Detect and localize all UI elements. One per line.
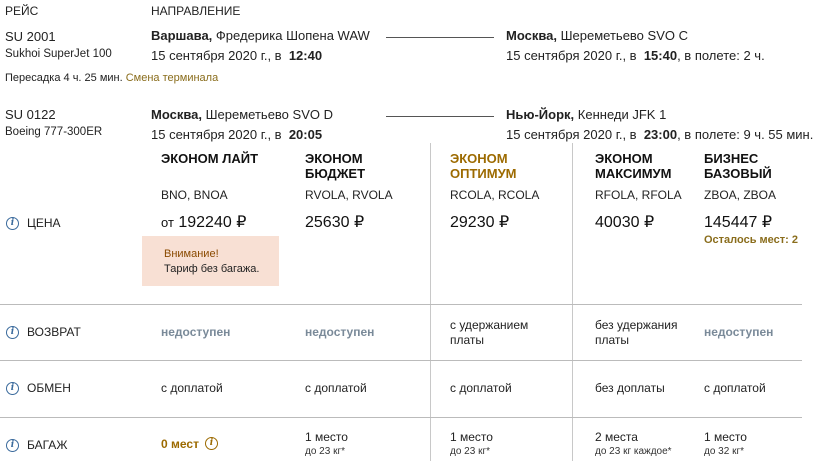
baggage-value: 2 места xyxy=(595,430,638,444)
baggage-limit: до 23 кг каждое* xyxy=(595,446,672,457)
divider xyxy=(0,417,802,418)
transfer-info: Пересадка 4 ч. 25 мин. Смена терминала xyxy=(5,72,219,84)
arrival-city: Москва, Шереметьево SVO C xyxy=(506,28,688,43)
exchange-value: с доплатой xyxy=(161,381,223,395)
departure-datetime: 15 сентября 2020 г., в 12:40 xyxy=(151,48,323,63)
warning-text: Тариф без багажа. xyxy=(164,263,260,275)
terminal-change-note: Смена терминала xyxy=(125,72,219,84)
departure-city: Москва, Шереметьево SVO D xyxy=(151,107,333,122)
tariff-econom-maximum[interactable]: ЭКОНОМ МАКСИМУМ xyxy=(595,151,672,181)
arrival-datetime: 15 сентября 2020 г., в 23:00, в полете: 9 ч. 55 мин. xyxy=(506,127,814,142)
exchange-value: с доплатой xyxy=(450,381,512,395)
highlight-border-left xyxy=(430,143,431,461)
row-label-refund: ВОЗВРАТ xyxy=(27,325,81,339)
price-value[interactable]: 29230 ₽ xyxy=(450,214,510,231)
row-label-baggage: БАГАЖ xyxy=(27,438,68,452)
refund-value: с удержанием платы xyxy=(450,318,529,347)
baggage-limit: до 23 кг* xyxy=(450,446,490,457)
row-label-exchange: ОБМЕН xyxy=(27,381,71,395)
no-baggage-warning xyxy=(142,236,279,286)
baggage-limit: до 32 кг* xyxy=(704,446,744,457)
warning-title: Внимание! xyxy=(164,248,219,260)
seats-left: Осталось мест: 2 xyxy=(704,234,798,246)
baggage-value: 1 место xyxy=(305,430,348,444)
route-line xyxy=(386,116,494,117)
baggage-value: 0 мест xyxy=(161,437,199,451)
info-icon[interactable]: i xyxy=(6,326,19,339)
divider xyxy=(0,360,802,361)
refund-value: без удержания платы xyxy=(595,318,678,347)
refund-value: недоступен xyxy=(161,325,231,339)
price-value[interactable]: от 192240 ₽ xyxy=(161,214,247,231)
info-icon[interactable]: i xyxy=(6,439,19,452)
info-icon[interactable]: i xyxy=(6,217,19,230)
exchange-value: без доплаты xyxy=(595,381,665,395)
aircraft-type: Boeing 777-300ER xyxy=(5,126,103,138)
route-line xyxy=(386,37,494,38)
exchange-value: с доплатой xyxy=(305,381,367,395)
price-value[interactable]: 25630 ₽ xyxy=(305,214,365,231)
row-label-price: ЦЕНА xyxy=(27,216,61,230)
tariff-econom-budget[interactable]: ЭКОНОМ БЮДЖЕТ xyxy=(305,151,366,181)
tariff-business-basic[interactable]: БИЗНЕС БАЗОВЫЙ xyxy=(704,151,772,181)
tariff-econom-optimum[interactable]: ЭКОНОМ ОПТИМУМ xyxy=(450,151,517,181)
divider xyxy=(0,304,802,305)
baggage-value: 1 место xyxy=(704,430,747,444)
column-header-flight: РЕЙС xyxy=(5,4,39,18)
info-icon[interactable]: i xyxy=(205,437,218,450)
aircraft-type: Sukhoi SuperJet 100 xyxy=(5,48,112,60)
fare-codes: RFOLA, RFOLA xyxy=(595,188,682,202)
refund-value: недоступен xyxy=(704,325,774,339)
fare-codes: RCOLA, RCOLA xyxy=(450,188,540,202)
fare-codes: RVOLA, RVOLA xyxy=(305,188,393,202)
baggage-limit: до 23 кг* xyxy=(305,446,345,457)
arrival-datetime: 15 сентября 2020 г., в 15:40, в полете: 2 ч. xyxy=(506,48,765,63)
flight-number: SU 0122 xyxy=(5,107,56,122)
price-value[interactable]: 40030 ₽ xyxy=(595,214,655,231)
departure-city: Варшава, Фредерика Шопена WAW xyxy=(151,28,370,43)
exchange-value: с доплатой xyxy=(704,381,766,395)
departure-datetime: 15 сентября 2020 г., в 20:05 xyxy=(151,127,323,142)
column-header-direction: НАПРАВЛЕНИЕ xyxy=(151,4,241,18)
price-value[interactable]: 145447 ₽ xyxy=(704,214,773,231)
info-icon[interactable]: i xyxy=(6,382,19,395)
fare-codes: ZBOA, ZBOA xyxy=(704,188,777,202)
arrival-city: Нью-Йорк, Кеннеди JFK 1 xyxy=(506,107,667,122)
refund-value: недоступен xyxy=(305,325,375,339)
baggage-value: 1 место xyxy=(450,430,493,444)
highlight-border-right xyxy=(572,143,573,461)
tariff-econom-lite[interactable]: ЭКОНОМ ЛАЙТ xyxy=(161,151,259,166)
flight-number: SU 2001 xyxy=(5,29,56,44)
fare-codes: BNO, BNOA xyxy=(161,188,228,202)
